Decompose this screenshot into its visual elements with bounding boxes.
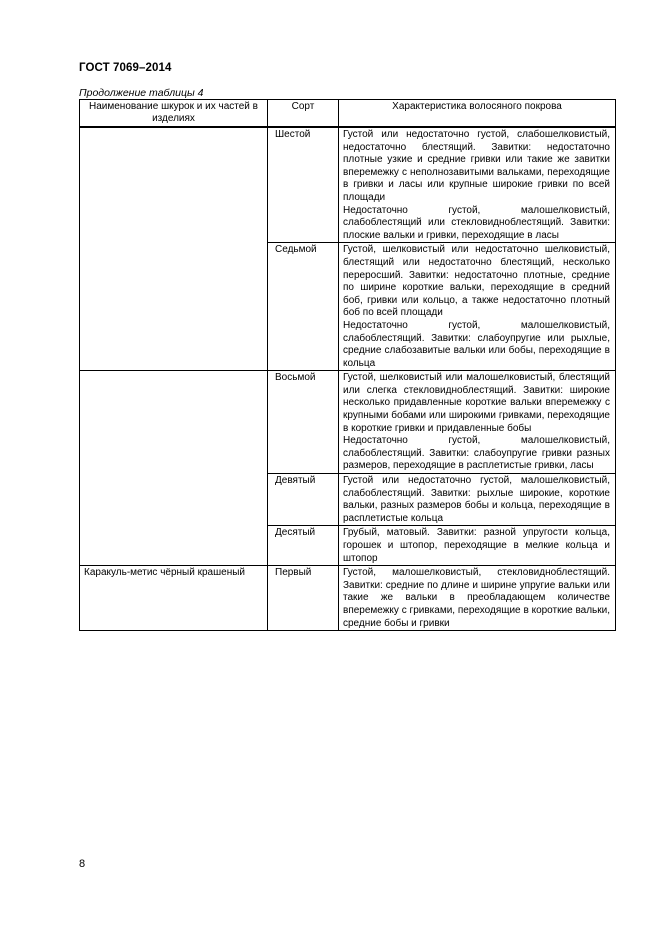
table-row bbox=[80, 526, 616, 566]
row-grade-cell: Восьмой bbox=[268, 371, 339, 474]
row-name-cell bbox=[80, 474, 268, 526]
table-row bbox=[80, 127, 616, 243]
table-row bbox=[80, 371, 616, 474]
row-name-cell: Каракуль-метис чёрный крашеный bbox=[80, 566, 268, 631]
row-name-cell bbox=[80, 243, 268, 371]
row-description-cell: Густой, малошелковистый, стекловидноблестящий. Завитки: средние по длине и ширине упругие вальки или такие же вальки в преобладающем количестве вперемежку с гривками, переходящие в короткие вальки, средние бобы и гривки bbox=[339, 566, 616, 631]
table-row bbox=[80, 566, 616, 631]
row-description-cell: Густой, шелковистый или малошелковистый, блестящий или слегка стекловидноблестящий. Завитки: широкие несколько придавленные короткие вальки вперемежку с крупными бобами или широкими гривками, переходящие в короткие гривки и придавленные бобы Недостаточно густой, малошелковистый, слабоблестящий. Завитки: слабоупругие гривки разных размеров, переходящие в расплетистые гривки, ласы bbox=[339, 371, 616, 474]
standard-title: ГОСТ 7069–2014 bbox=[79, 62, 172, 74]
page-number: 8 bbox=[79, 858, 86, 870]
row-description-cell: Густой, шелковистый или недостаточно шелковистый, блестящий или недостаточно блестящий, несколько переросший. Завитки: недостаточно плотные, средние по ширине короткие вальки, переходящие в средний боб, гривки или кольцо, а также недостаточно плотный боб по всей площади Недостаточно густой, малошелковистый, слабоблестящий. Завитки: слабоупругие или рыхлые, средние слабозавитые вальки или бобы, переходящие в кольца bbox=[339, 243, 616, 371]
table-header-row bbox=[80, 100, 616, 128]
row-grade-cell: Первый bbox=[268, 566, 339, 631]
row-name-cell bbox=[80, 127, 268, 243]
row-description-cell: Густой или недостаточно густой, малошелковистый, слабоблестящий. Завитки: рыхлые широкие, короткие вальки, разных размеров бобы и кольца, переходящие в расплетистые кольца bbox=[339, 474, 616, 526]
row-grade-cell: Седьмой bbox=[268, 243, 339, 371]
row-grade-cell: Шестой bbox=[268, 127, 339, 243]
row-grade-cell: Девятый bbox=[268, 474, 339, 526]
row-description-cell: Густой или недостаточно густой, слабошелковистый, недостаточно блестящий. Завитки: недостаточно плотные узкие и средние гривки или такие же завитки вперемежку с неполнозавитыми вальками, переходящие в гривки и ласы или крупные широкие гривки по всей площади Недостаточно густой, малошелковистый, слабоблестящий или стекловидноблестящий. Завитки: плоские вальки и гривки, переходящие в ласы bbox=[339, 127, 616, 243]
column-header-characteristic: Характеристика волосяного покрова bbox=[339, 100, 616, 128]
row-name-cell bbox=[80, 371, 268, 474]
table-row bbox=[80, 474, 616, 526]
row-name-cell bbox=[80, 526, 268, 566]
column-header-grade: Сорт bbox=[268, 100, 339, 128]
row-description-cell: Грубый, матовый. Завитки: разной упругости кольца, горошек и штопор, переходящие в мелкие кольца и штопор bbox=[339, 526, 616, 566]
table-continuation-caption: Продолжение таблицы 4 bbox=[79, 87, 204, 99]
column-header-name: Наименование шкурок и их частей в изделиях bbox=[80, 100, 268, 128]
characteristics-table bbox=[79, 99, 616, 631]
table-row bbox=[80, 243, 616, 371]
row-grade-cell: Десятый bbox=[268, 526, 339, 566]
